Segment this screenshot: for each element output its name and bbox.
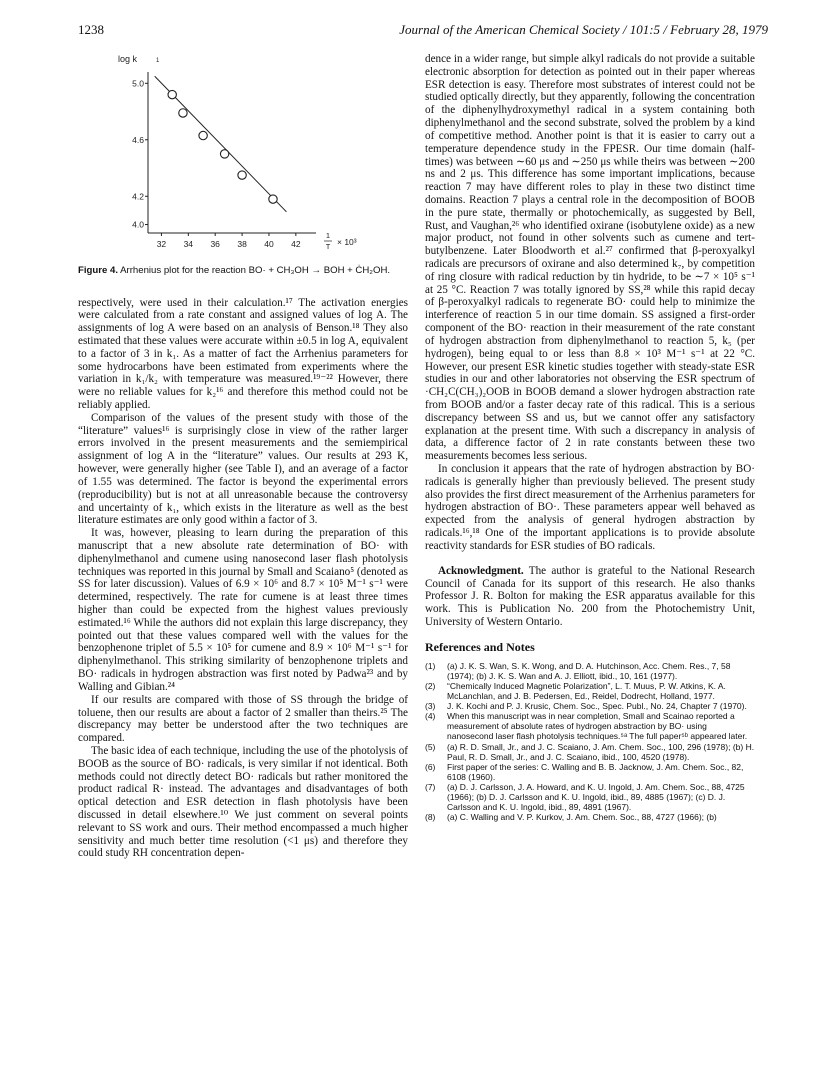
reference-text: (a) D. J. Carlsson, J. A. Howard, and K. U. Ingold, J. Am. Chem. Soc., 88, 4725 (1966); (b) D. J. Carlsson and K. U. Ingold, ibid., 89, 4885 (1967); (c) D. J. Carlsson and K. U. Ingold, ibid., 89, 4891 (1967). <box>447 781 745 813</box>
x-tick-label: 38 <box>237 239 247 249</box>
x-tick-label: 34 <box>183 239 194 249</box>
figure-4 <box>78 50 408 265</box>
y-tick-label: 4.2 <box>132 191 144 202</box>
data-point <box>168 90 176 98</box>
y-tick-label: 4.0 <box>132 219 144 230</box>
reference-text: J. K. Kochi and P. J. Krusic, Chem. Soc., Spec. Publ., No. 24, Chapter 7 (1970). <box>447 701 747 712</box>
reference-item <box>425 812 755 822</box>
x-tick-label: 36 <box>210 239 220 249</box>
reference-item <box>425 681 755 701</box>
plot-layer <box>118 54 357 251</box>
data-point <box>238 171 246 179</box>
body-paragraph: If our results are compared with those of SS through the bridge of toluene, then our results are about a factor of 2 smaller than theirs.²⁵ The discrepancy may better be understood after the two techniques are compared. <box>78 693 408 745</box>
reference-item <box>425 711 755 741</box>
right-column <box>425 53 755 822</box>
figure-caption-label: Figure 4. <box>78 265 118 276</box>
reference-text: (a) J. K. S. Wan, S. K. Wong, and D. A. Hutchinson, Acc. Chem. Res., 7, 58 (1974); (b) J. K. S. Wan and A. J. Elliott, ibid., 10, 161 (1977). <box>447 660 731 681</box>
body-paragraph: It was, however, pleasing to learn during the preparation of this manuscript that a new absolute rate determination of BO· with diphenylmethanol and cumene using nanosecond laser flash photolysis techniques was reported in this journal by Small and Scaiano⁵ (denoted as SS for later discussion). Values of 6.9 × 10⁶ and 8.7 × 10⁵ M⁻¹ s⁻¹ were determined, respectively. The rate for cumene is at least three times higher than could be expected from the highest values previously estimated.¹⁶ While the authors did not explain this large discrepancy, they pointed out that these values compared well with the values for the benzophenone triplet of 5.5 × 10⁵ for cumene and 8.9 × 10⁶ M⁻¹ s⁻¹ for diphenylmethanol. This striking similarity of benzophenone triplets and BO· radicals in hydrogen abstraction was first noted by Padwa²³ and by Walling and Gibian.²⁴ <box>78 527 408 693</box>
reference-item <box>425 782 755 812</box>
y-tick-label: 5.0 <box>132 78 144 89</box>
reference-number: (8) <box>425 812 436 823</box>
data-point <box>179 109 187 117</box>
y-axis-label: log k <box>118 54 138 64</box>
reference-item <box>425 661 755 681</box>
y-axis-label-subscript: 1 <box>156 58 160 64</box>
references-title: References and Notes <box>425 639 535 654</box>
body-paragraph: The basic idea of each technique, including the use of the photolysis of BOOB as the source of BO· radicals, is very similar if not identical. Both methods could not directly detect BO· radicals but rather monitored the product radical R· instead. The advantages and disadvantages of both optical detection and ESR detection in flash photolysis have been discussed in detail elsewhere.¹⁰ We just comment on several points relevant to SS work and ours. Their method encompassed a much higher sensitivity and much better time resolution (<1 μs) and therefore they could study RH concentration depen- <box>78 744 408 860</box>
acknowledgment-heading: Acknowledgment. <box>438 564 524 577</box>
x-tick-label: 32 <box>156 239 167 249</box>
reference-number: (2) <box>425 680 436 691</box>
x-tick-label: 42 <box>291 239 301 249</box>
acknowledgment-paragraph <box>425 565 755 629</box>
data-point <box>269 195 277 203</box>
reference-number: (4) <box>425 711 436 722</box>
x-axis-label-denominator: T <box>325 242 331 251</box>
reference-number: (1) <box>425 660 436 671</box>
x-tick-label: 40 <box>264 239 274 249</box>
reference-number: (3) <box>425 701 436 712</box>
reference-item <box>425 701 755 711</box>
data-point <box>199 131 207 139</box>
references-list <box>425 661 755 823</box>
reference-number: (5) <box>425 741 436 752</box>
arrhenius-plot <box>118 50 378 258</box>
x-axis-label-scale: × 10³ <box>337 237 357 247</box>
left-column <box>78 50 408 860</box>
reference-item <box>425 762 755 782</box>
reference-number: (6) <box>425 761 436 772</box>
data-point <box>220 150 228 158</box>
reference-text: “Chemically Induced Magnetic Polarization”, L. T. Muus, P. W. Atkins, K. A. McLanchlan, and J. B. Pedersen, Ed., Reidel, Dodrecht, Holland, 1977. <box>447 680 726 702</box>
acknowledgment-text: The author is grateful to the National Research Council of Canada for its support of this research. He also thanks Professor J. R. Bolton for making the ESR apparatus available for this work. This is Publication No. 200 from the Photochemistry Unit, University of Western Ontario. <box>425 564 755 628</box>
reference-item <box>425 742 755 762</box>
page-header <box>78 22 768 40</box>
x-axis-label-numerator: 1 <box>325 231 331 240</box>
y-tick-label: 4.6 <box>132 134 144 145</box>
figure-caption <box>78 265 408 277</box>
reference-text: First paper of the series: C. Walling and B. B. Jacknow, J. Am. Chem. Soc., 82, 6108 (1960). <box>447 761 744 782</box>
body-paragraph: Comparison of the values of the present study with those of the “literature” values¹⁶ is surprisingly close in view of the rather larger errors involved in the present measurements and the semiempirical assignment of log A in the “literature” values. Our results at 293 K, however, were generally higher (see Table I), and an average of a factor of 1.55 was determined. The factor is beyond the experimental errors (reproducibility) but is not at all unreasonable because the controversy and uncertainty of k₁, which exists in the literature as well as the best literature estimates are only good within a factor of 3. <box>78 411 408 527</box>
reference-text: (a) C. Walling and V. P. Kurkov, J. Am. Chem. Soc., 88, 4727 (1966); (b) <box>447 812 717 823</box>
body-paragraph: In conclusion it appears that the rate of hydrogen abstraction by BO· radicals is generally higher than previously believed. The present study also provides the first direct measurement of the Arrhenius parameters for hydrogen abstraction of BO·. These parameters appear well behaved as expected from the analysis of general hydrogen abstraction by radicals.¹⁶,¹⁸ One of the important applications is to provide absolute reactivity standards for ESR studies of BO radicals. <box>425 463 755 552</box>
body-paragraph: respectively, were used in their calculation.¹⁷ The activation energies were calculated from a rate constant and assigned values of log A. The assignments of log A were based on an analysis of Benson.¹⁸ They also estimated that these values were accurate within ±0.5 in log A, equivalent to a factor of 3 in k₁. As a matter of fact the Arrhenius parameters for some hydrocarbons have been estimated from experiments where the variation in k₁/k₂ with temperature was measured.¹⁹⁻²² However, there were no reliable values for k₂¹⁶ and therefore this method could not be reliably applied. <box>78 296 408 411</box>
reference-number: (7) <box>425 781 436 792</box>
reference-text: When this manuscript was in near completion, Small and Scainao reported a measurement of absolute rates of hydrogen abstraction by BO· using nanosecond laser flash photolysis techniques.⁵ᵃ The full paper⁵ᵇ appeared later. <box>447 711 748 742</box>
page-number: 1238 <box>78 22 104 37</box>
reference-text: (a) R. D. Small, Jr., and J. C. Scaiano, J. Am. Chem. Soc., 100, 296 (1978); (b) H. Paul, R. D. Small, Jr., and J. C. Scaiano, ibid., 100, 4520 (1978). <box>447 741 755 762</box>
journal-citation: Journal of the American Chemical Society / 101:5 / February 28, 1979 <box>399 22 768 37</box>
body-paragraph: dence in a wider range, but simple alkyl radicals do not provide a suitable electronic absorption for detection as pointed out in their paper whereas ESR detection is easy. Therefore most substrates of interest could not be studied optically directly, but they apparently, following the concentration of the diphenylhydroxymethyl radical in a system containing both diphenylmethanol and the second substrate, solved the problem by a kind of competitive method. Another point is that it is easier to carry out a temperature dependence study in the FPESR. Our time domain (half-times) was between ∼60 μs and ∼250 μs while theirs was between ∼200 ns and 2 μs. This difference has some important implications, because reaction 7 may have different roles to play in these two distinct time domains. Reaction 7 plays a central role in the decomposition of BOOB in the pure state, thermally or photochemically, as suggested by Bell, Rust, and Vaughan,²⁶ who identified oxirane (isobutylene oxide) as a new major product, not found in other solvents such as cumene and tert-butylbenzene. Later Bloodworth et al.²⁷ confirmed that β-peroxyalkyl radicals are precursors of oxirane and also determined k₇, by competition of ring closure with radical reduction by tin hydride, to be ∼7 × 10⁵ s⁻¹ at 25 °C. Reaction 7 was totally ignored by SS,²⁸ while this rapid decay of β-peroxyalkyl radicals to regenerate BO· could help to minimize the interference of reaction 5 in our time domain. SS assigned a first-order component of the BO· reaction in their measurement of the rate constant of hydrogen abstraction from diphenylmethanol to reaction 5, k₅ (per hydrogen), being equal to or less than 8.8 × 10³ M⁻¹ s⁻¹ at 22 °C. However, our present ESR kinetic studies together with steady-state ESR studies in our and other laboratories not observing the ESR spectrum of ·CH₂C(CH₃)₂OOB in BOOB demand a slower hydrogen abstraction rate from BOOB and/or a faster decay rate of this radical. This is a serious discrepancy between SS and us, but we cannot offer any satisfactory explanation at the present time. With such a discrepancy in analysis of data, a difference factor of 2 in rate constants between these two measurements becomes less serious. <box>425 53 755 463</box>
figure-caption-text: Arrhenius plot for the reaction BO· + CH₃OH → BOH + ĊH₂OH. <box>120 265 391 276</box>
